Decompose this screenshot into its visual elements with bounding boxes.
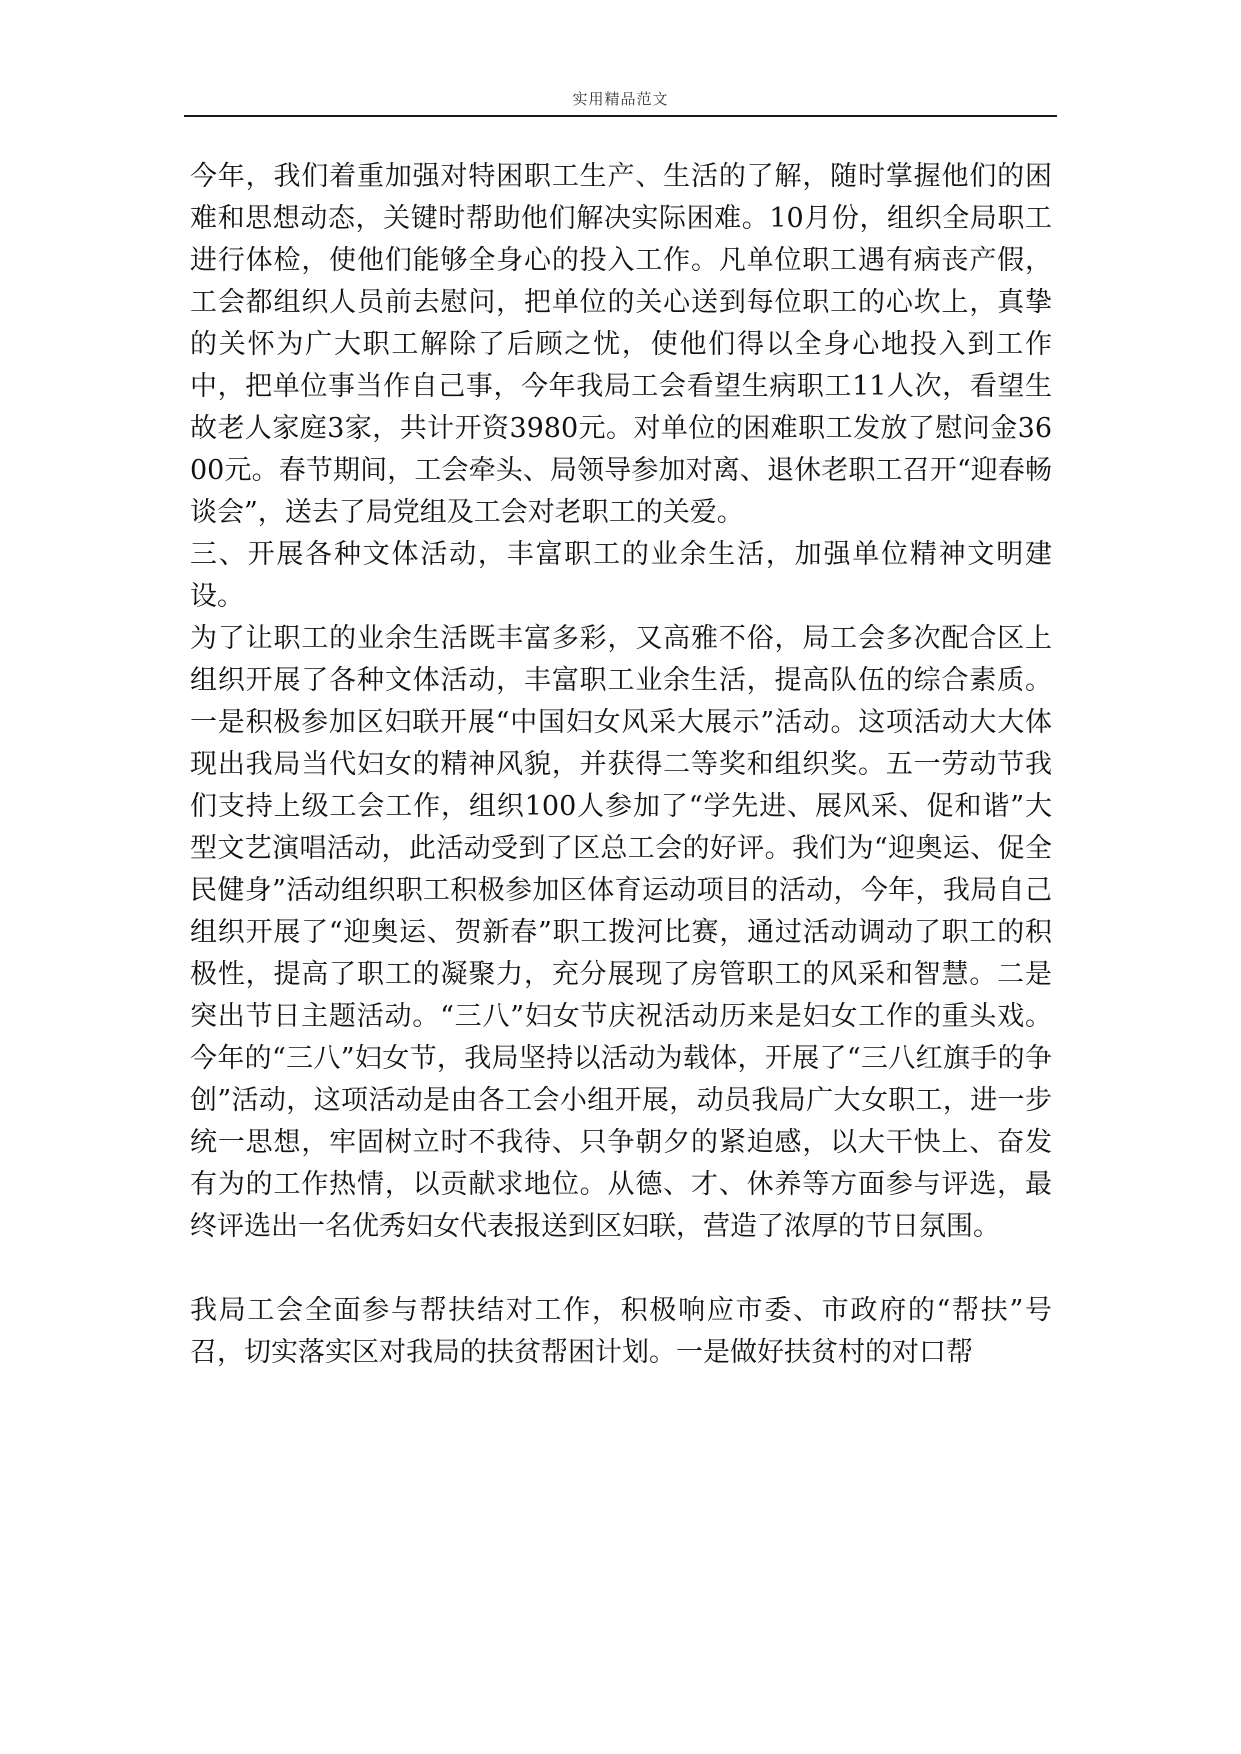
paragraph-care-for-workers: 今年，我们着重加强对特困职工生产、生活的了解，随时掌握他们的困难和思想动态，关键时帮助他们解决实际困难。10月份，组织全局职工进行体检，使他们能够全身心的投入工作。凡单位职工遇有病丧产假，工会都组织人员前去慰问，把单位的关心送到每位职工的心坎上，真挚的关怀为广大职工解除了后顾之忧，使他们得以全身心地投入到工作中，把单位事当作自己事，今年我局工会看望生病职工11人次，看望生故老人家庭3家，共计开资3980元。对单位的困难职工发放了慰问金3600元。春节期间，工会牵头、局领导参加对离、退休老职工召开“迎春畅谈会”，送去了局党组及工会对老职工的关爱。 — [190, 161, 1052, 528]
page-header-title: 实用精品范文 — [572, 90, 669, 108]
paragraph-cultural-activities: 为了让职工的业余生活既丰富多彩，又高雅不俗，局工会多次配合区上组织开展了各种文体活动，丰富职工业余生活，提高队伍的综合素质。一是积极参加区妇联开展“中国妇女风采大展示”活动。这项活动大大体现出我局当代妇女的精神风貌，并获得二等奖和组织奖。五一劳动节我们支持上级工会工作，组织100人参加了“学先进、展风采、促和谐”大型文艺演唱活动，此活动受到了区总工会的好评。我们为“迎奥运、促全民健身”活动组织职工积极参加区体育运动项目的活动，今年，我局自己组织开展了“迎奥运、贺新春”职工拨河比赛，通过活动调动了职工的积极性，提高了职工的凝聚力，充分展现了房管职工的风采和智慧。二是突出节日主题活动。“三八”妇女节庆祝活动历来是妇女工作的重头戏。今年的“三八”妇女节，我局坚持以活动为载体，开展了“三八红旗手的争创”活动，这项活动是由各工会小组开展，动员我局广大女职工，进一步统一思想，牢固树立时不我待、只争朝夕的紧迫感，以大干快上、奋发有为的工作热情，以贡献求地位。从德、才、休养等方面参与评选，最终评选出一名优秀妇女代表报送到区妇联，营造了浓厚的节日氛围。 — [190, 623, 1052, 1242]
document-body — [190, 156, 1052, 1374]
header-divider — [184, 115, 1057, 117]
paragraph-poverty-assistance: 我局工会全面参与帮扶结对工作，积极响应市委、市政府的“帮扶”号召，切实落实区对我局的扶贫帮困计划。一是做好扶贫村的对口帮 — [190, 1295, 1052, 1368]
section-heading-cultural-activities: 三、开展各种文体活动，丰富职工的业余生活，加强单位精神文明建设。 — [190, 539, 1052, 612]
